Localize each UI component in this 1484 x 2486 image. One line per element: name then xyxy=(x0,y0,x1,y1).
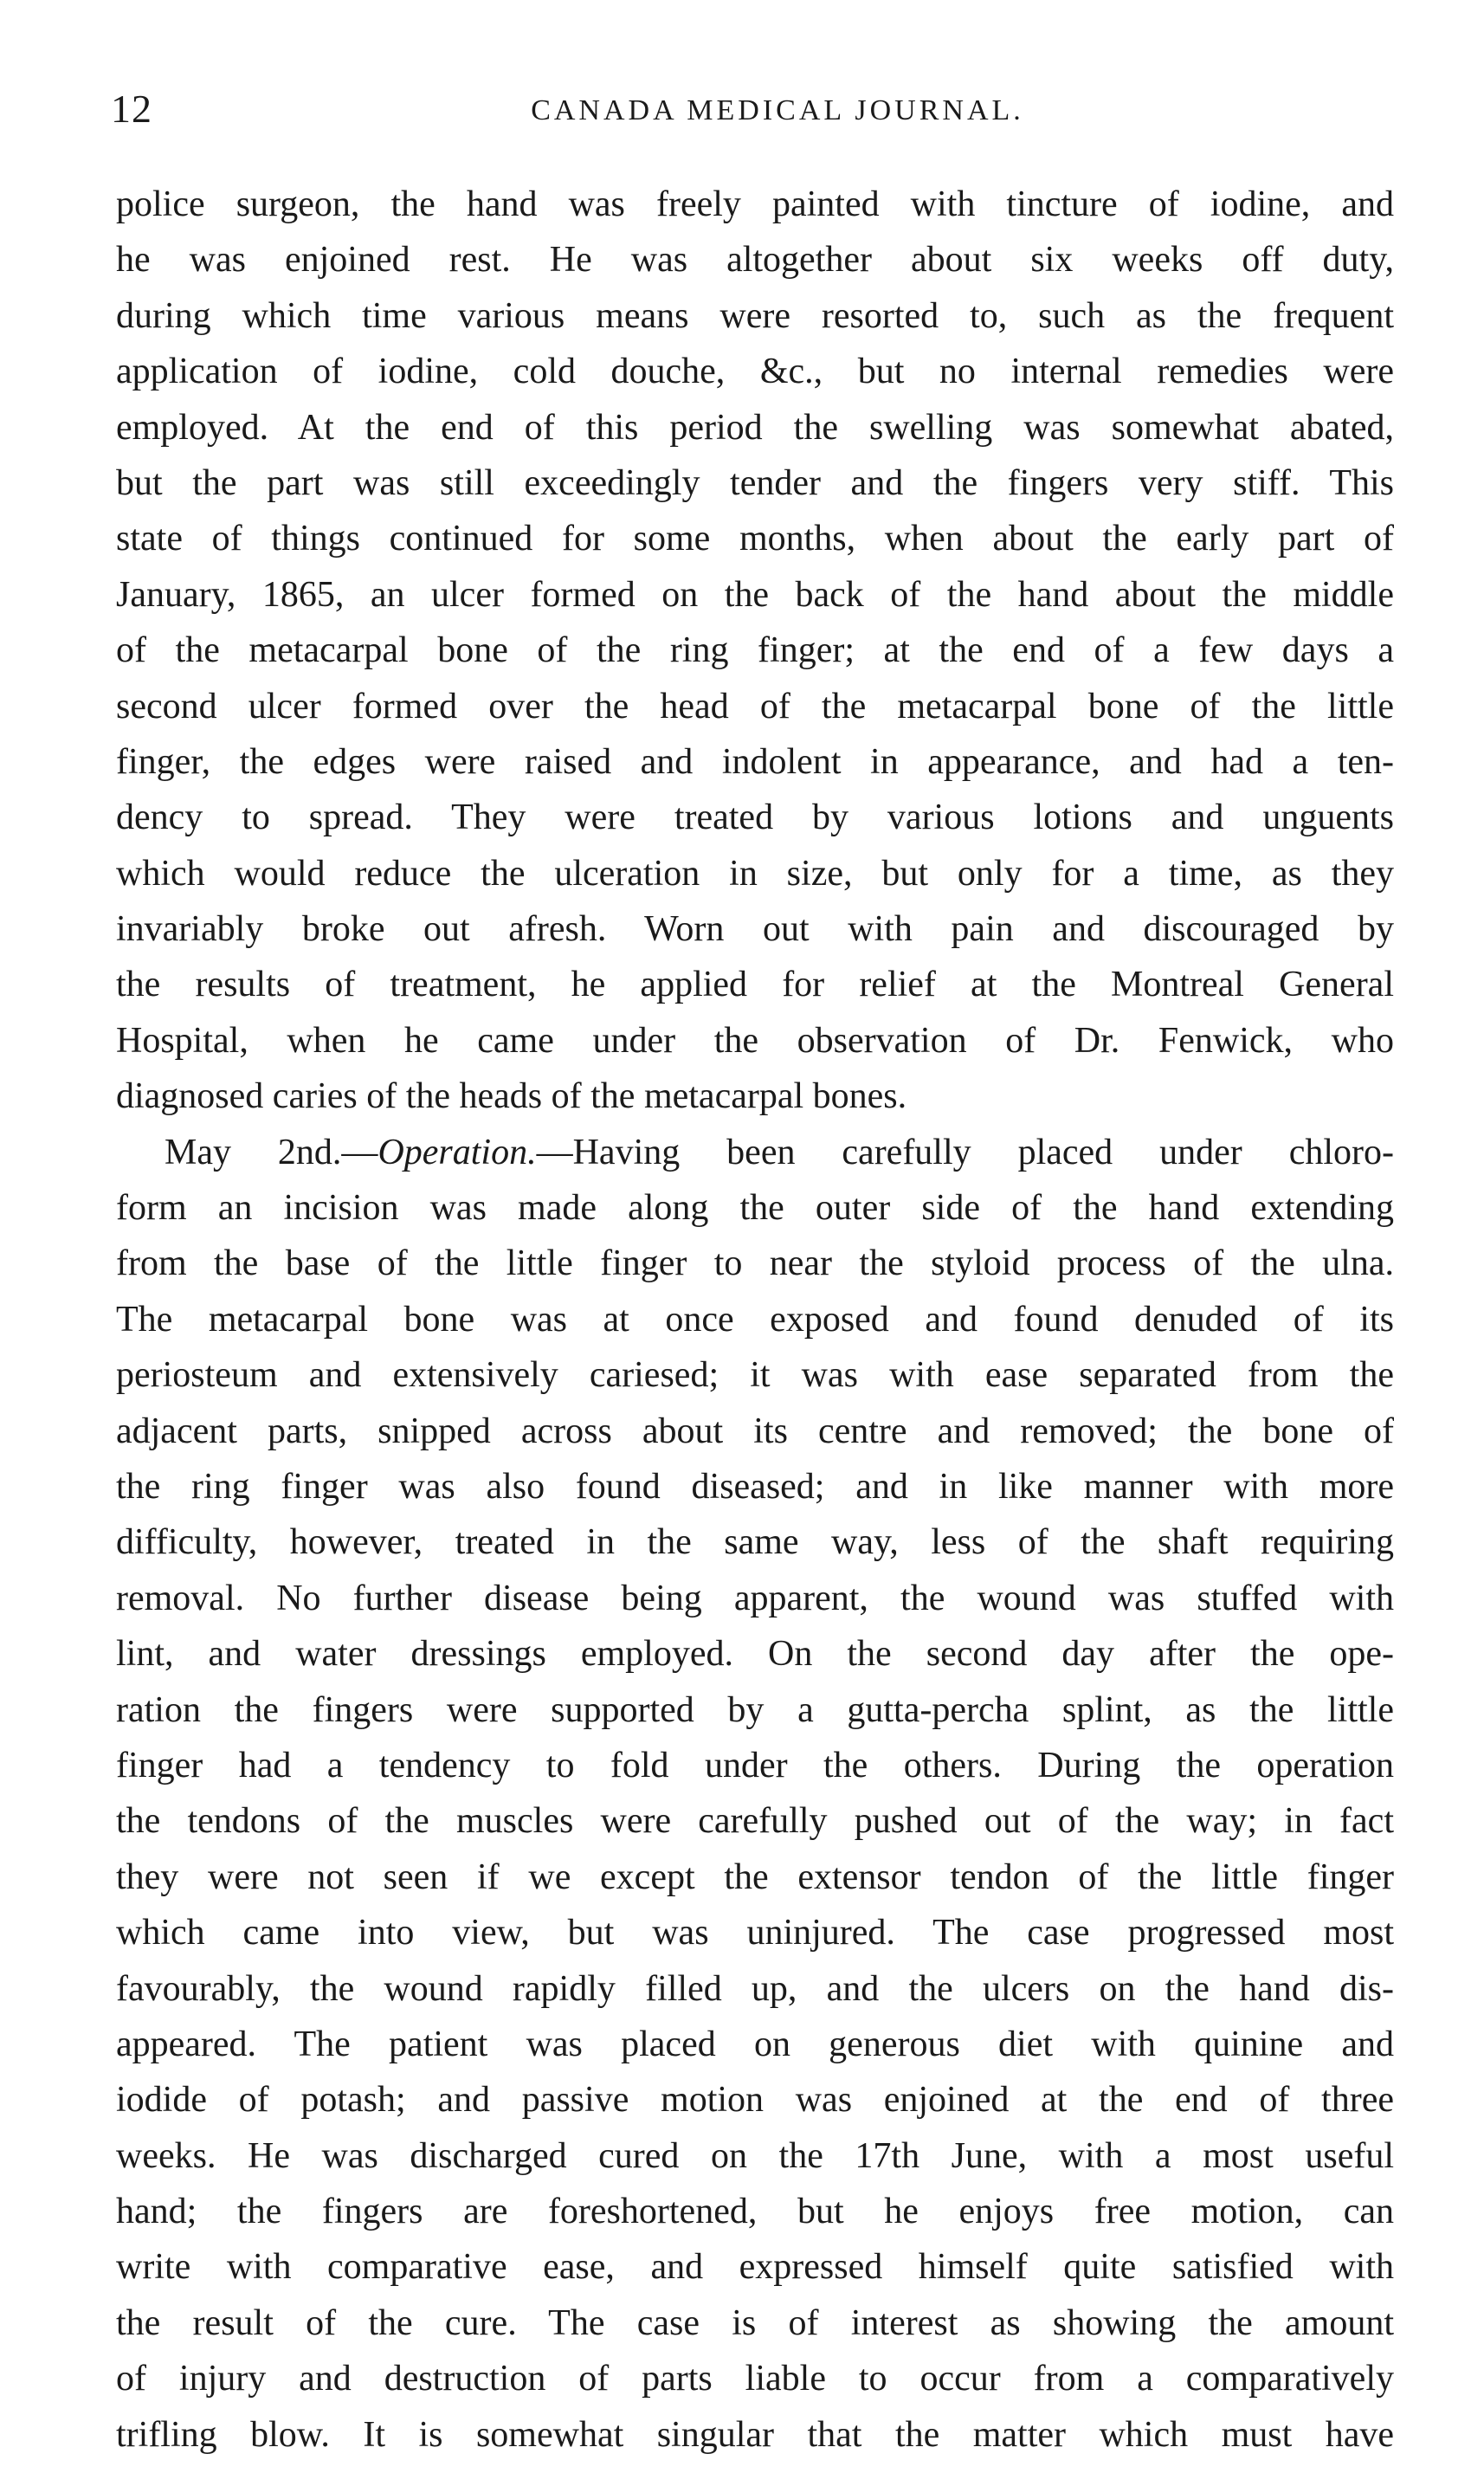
text-line: removal. No further disease being apparent, the wound was stuffed with xyxy=(116,1578,1394,1618)
text-line: write with comparative ease, and expressed himself quite satisfied with xyxy=(116,2247,1394,2288)
text-line: application of iodine, cold douche, &c., but no internal remedies were xyxy=(116,352,1394,392)
text-line: of injury and destruction of parts liable to occur from a comparatively xyxy=(116,2359,1394,2399)
text-line: which came into view, but was uninjured. The case progressed most xyxy=(116,1913,1394,1953)
text-line: the ring finger was also found diseased; and in like manner with more xyxy=(116,1466,1394,1507)
text-line: Hospital, when he came under the observation of Dr. Fenwick, who xyxy=(116,1020,1394,1061)
text-line: police surgeon, the hand was freely painted with tincture of iodine, and xyxy=(116,184,1394,224)
text-line: but the part was still exceedingly tender and the fingers very stiff. This xyxy=(116,462,1394,503)
text-line: state of things continued for some months, when about the early part of xyxy=(116,519,1394,559)
text-line: dency to spread. They were treated by various lotions and unguents xyxy=(116,797,1394,838)
text-line: The metacarpal bone was at once exposed and found denuded of its xyxy=(116,1299,1394,1340)
text-line: which would reduce the ulceration in size, but only for a time, as they xyxy=(116,853,1394,894)
text-line: trifling blow. It is somewhat singular that the matter which must have xyxy=(116,2414,1394,2455)
text-line: difficulty, however, treated in the same way, less of the shaft requiring xyxy=(116,1522,1394,1563)
section-heading-italic: Operation. xyxy=(377,1132,537,1172)
text-line: of the metacarpal bone of the ring finger; at the end of a few days a xyxy=(116,630,1394,671)
text-line: from the base of the little finger to near the styloid process of the ulna. xyxy=(116,1243,1394,1284)
body-text xyxy=(116,177,1394,2463)
text-line: appeared. The patient was placed on generous diet with quinine and xyxy=(116,2024,1394,2064)
running-head: CANADA MEDICAL JOURNAL. xyxy=(531,94,1024,126)
text-line: diagnosed caries of the heads of the metacarpal bones. xyxy=(116,1076,907,1117)
page-number: 12 xyxy=(111,87,152,131)
text-line: employed. At the end of this period the swelling was somewhat abated, xyxy=(116,407,1394,448)
text-line: January, 1865, an ulcer formed on the back of the hand about the middle xyxy=(116,574,1394,615)
paragraph-1 xyxy=(116,177,1394,1125)
text-line: hand; the fingers are foreshortened, but he enjoys free motion, can xyxy=(116,2192,1394,2232)
text-line: lint, and water dressings employed. On the second day after the ope- xyxy=(116,1634,1394,1675)
text-line: the tendons of the muscles were carefully pushed out of the way; in fact xyxy=(116,1801,1394,1842)
text-line: the result of the cure. The case is of interest as showing the amount xyxy=(116,2302,1394,2343)
text-line: iodide of potash; and passive motion was enjoined at the end of three xyxy=(116,2080,1394,2121)
text-line: second ulcer formed over the head of the metacarpal bone of the little xyxy=(116,686,1394,726)
text-line xyxy=(116,1125,1394,1180)
text-line: invariably broke out afresh. Worn out with pain and discouraged by xyxy=(116,909,1394,950)
text-line: finger, the edges were raised and indolent in appearance, and had a ten- xyxy=(116,741,1394,782)
text-line: favourably, the wound rapidly filled up, and the ulcers on the hand dis- xyxy=(116,1968,1394,2009)
text-line: they were not seen if we except the extensor tendon of the little finger xyxy=(116,1856,1394,1897)
paragraph-2 xyxy=(116,1125,1394,2463)
text-line: weeks. He was discharged cured on the 17th June, with a most useful xyxy=(116,2135,1394,2176)
line-text: —Having been carefully placed under chloro- xyxy=(536,1132,1394,1172)
text-line: form an incision was made along the outer side of the hand extending xyxy=(116,1188,1394,1229)
text-line: finger had a tendency to fold under the others. During the operation xyxy=(116,1745,1394,1785)
text-line: adjacent parts, snipped across about its centre and removed; the bone of xyxy=(116,1411,1394,1451)
text-line: he was enjoined rest. He was altogether about six weeks off duty, xyxy=(116,240,1394,281)
text-line: the results of treatment, he applied for relief at the Montreal General xyxy=(116,965,1394,1005)
page-header xyxy=(111,83,1399,135)
text-line: periosteum and extensively cariesed; it was with ease separated from the xyxy=(116,1355,1394,1396)
text-line: during which time various means were resorted to, such as the frequent xyxy=(116,295,1394,336)
date-text: May 2nd.— xyxy=(165,1132,378,1172)
text-line: ration the fingers were supported by a gutta-percha splint, as the little xyxy=(116,1689,1394,1730)
